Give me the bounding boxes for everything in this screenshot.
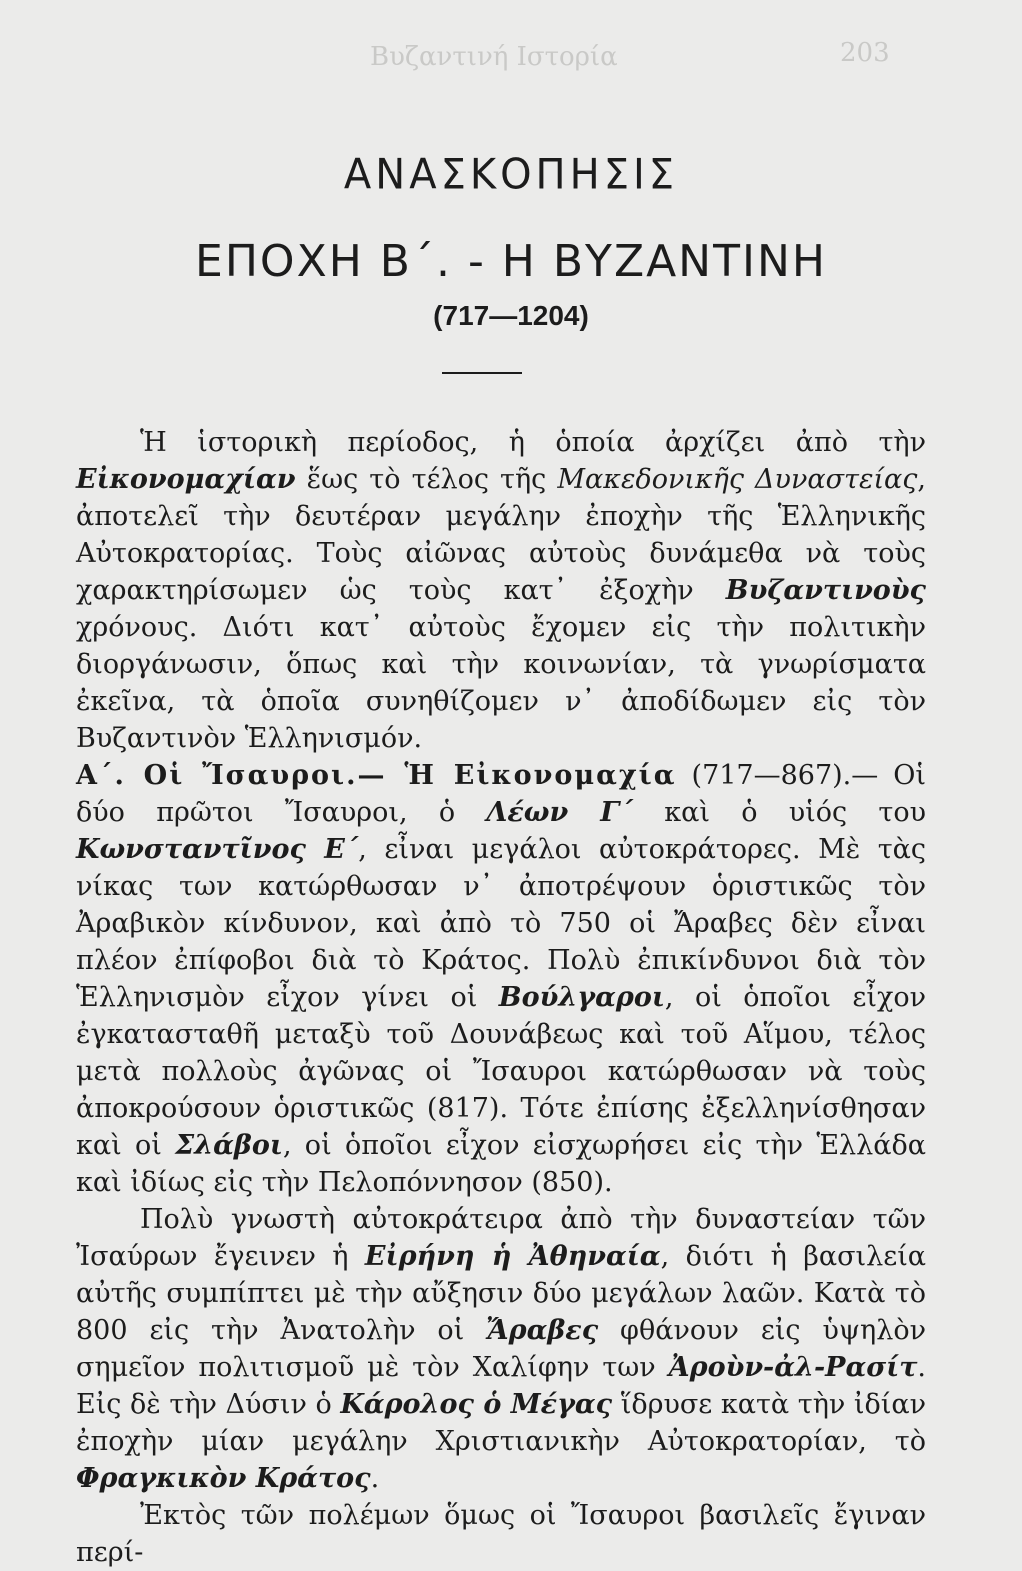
bleed-through-page-number: 203 <box>840 38 890 68</box>
paragraph-1 <box>76 424 926 757</box>
text: , οἱ ὁποῖοι εἶχον εἰσχωρήσει εἰς τὴν Ἑλλάδα καὶ ἰδίως εἰς τὴν Πελοπόννησον (850). <box>76 1130 926 1198</box>
keyword: Εἰκονομαχίαν <box>76 464 296 495</box>
text: ἵδρυσε κατὰ τὴν ἰδίαν ἐποχὴν μίαν μεγάλην Χριστιανικὴν Αὐτοκρατορίαν, τὸ <box>76 1389 926 1457</box>
keyword: Ἀροὺν-ἀλ-Ρασίτ <box>668 1352 918 1383</box>
text: φθάνουν εἰς ὑψηλὸν σημεῖον πολιτισμοῦ μὲ τὸν Χαλίφην των <box>76 1315 926 1383</box>
subsection-heading: Α΄. Οἱ Ἴσαυροι.— Ἡ Εἰκονομαχία <box>76 760 677 791</box>
text: Ἡ ἱστορικὴ περίοδος, ἡ ὁποία ἀρχίζει ἀπὸ τὴν <box>140 427 926 458</box>
text: Πολὺ γνωστὴ αὐτοκράτειρα ἀπὸ τὴν δυναστείαν τῶν Ἰσαύρων ἔγεινεν ἡ <box>76 1204 926 1272</box>
epoch-dates: (717—1204) <box>433 300 589 331</box>
text: , εἶναι μεγάλοι αὐτοκράτορες. Μὲ τὰς νίκας των κατώρθωσαν ν᾽ ἀποτρέψουν ὁριστικῶς τὸν Ἀραβικὸν κίνδυνον, καὶ ἀπὸ τὸ 750 οἱ Ἄραβες δὲν εἶναι πλέον ἐπίφοβοι διὰ τὸ Κράτος. Πολὺ ἐπικίνδυνοι διὰ τὸν Ἑλληνισμὸν εἶχον γίνει οἱ <box>76 834 926 1013</box>
keyword: Ἄραβες <box>486 1315 599 1346</box>
keyword: Κωνσταντῖνος Ε΄ <box>76 834 359 865</box>
italic-term: Μακεδονικῆς Δυναστείας <box>557 464 918 495</box>
paragraph-4: Ἐκτὸς τῶν πολέμων ὅμως οἱ Ἴσαυροι βασιλεῖς ἔγιναν περί- <box>76 1500 926 1568</box>
text: , οἱ ὁποῖοι εἶχον ἐγκατασταθῆ μεταξὺ τοῦ Δουνάβεως καὶ τοῦ Αἵμου, τέλος μετὰ πολλοὺς ἀγῶνας οἱ Ἴσαυροι κατώρθωσαν νὰ τοὺς ἀποκρούσουν ὁριστικῶς (817). Τότε ἐπίσης ἐξελληνίσθησαν καὶ οἱ <box>76 982 926 1161</box>
keyword: Κάρολος ὁ Μέγας <box>340 1389 613 1420</box>
keyword: Βούλγαροι <box>498 982 665 1013</box>
bleed-through-header: Βυζαντινή Ιστορία <box>370 42 618 72</box>
keyword: Λέων Γ΄ <box>486 797 633 828</box>
title-rule <box>442 372 522 374</box>
text: , ἀποτελεῖ τὴν δευτέραν μεγάλην ἐποχὴν τῆς Ἑλληνικῆς Αὐτοκρατορίας. Τοὺς αἰῶνας αὐτοὺς δυνάμεθα νὰ τοὺς χαρακτηρίσωμεν ὡς τοὺς κατ᾽ ἐξοχὴν <box>76 464 926 606</box>
keyword: Φραγκικὸν Κράτος <box>76 1463 371 1494</box>
epoch-title: ΕΠΟΧΗ Β΄. - Η ΒΥΖΑΝΤΙΝΗ <box>195 236 827 287</box>
keyword: Βυζαντινοὺς <box>725 575 926 606</box>
text: . <box>370 1463 380 1494</box>
keyword: Σλάβοι <box>175 1130 283 1161</box>
text: ἕως τὸ τέλος τῆς <box>295 464 558 495</box>
section-title: ΑΝΑΣΚΟΠΗΣΙΣ <box>343 150 679 200</box>
text: . Εἰς δὲ τὴν Δύσιν ὁ <box>76 1352 926 1420</box>
text: , διότι ἡ βασιλεία αὐτῆς συμπίπτει μὲ τὴν αὔξησιν δύο μεγάλων λαῶν. Κατὰ τὸ 800 εἰς τὴν Ἀνατολὴν οἱ <box>76 1241 927 1346</box>
text: καὶ ὁ υἱός του <box>632 797 927 828</box>
paragraph-3 <box>76 1201 926 1497</box>
text: (717—867).— Οἱ δύο πρῶτοι Ἴσαυροι, ὁ <box>76 760 926 828</box>
text: χρόνους. Διότι κατ᾽ αὐτοὺς ἔχομεν εἰς τὴν πολιτικὴν διοργάνωσιν, ὅπως καὶ τὴν κοινωνίαν, τὰ γνωρίσματα ἐκεῖνα, τὰ ὁποῖα συνηθίζομεν ν᾽ ἀποδίδωμεν εἰς τὸν Βυζαντινὸν Ἑλληνισμόν. <box>76 612 926 754</box>
paragraph-2 <box>76 757 926 1201</box>
keyword: Εἰρήνη ἡ Ἀθηναία <box>364 1241 661 1272</box>
body-text <box>76 424 926 1571</box>
